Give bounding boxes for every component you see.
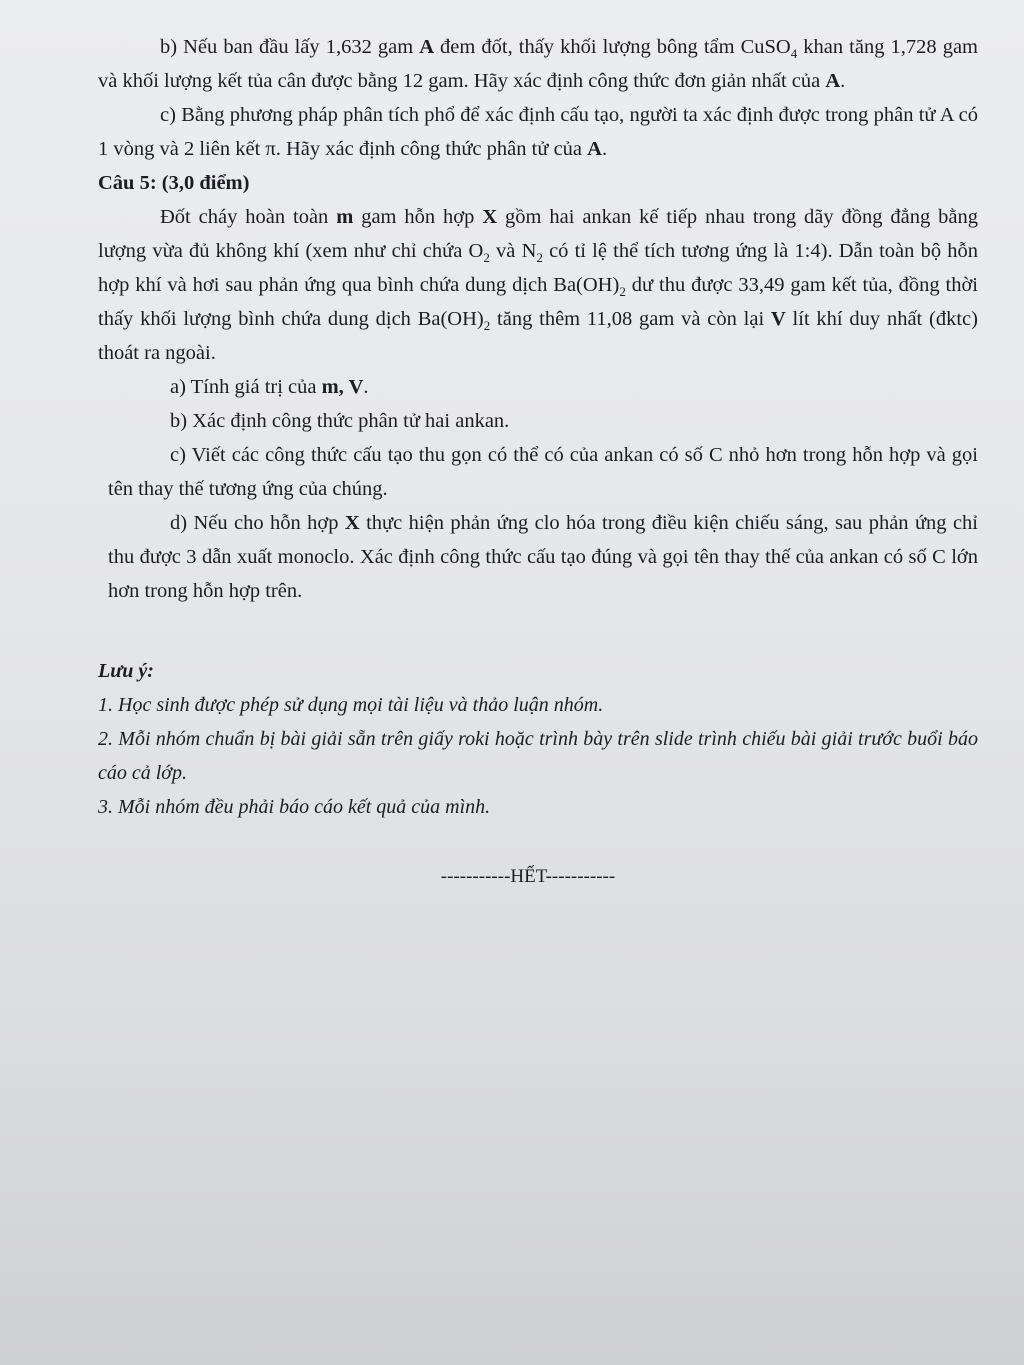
question5-heading: Câu 5: (3,0 điểm) xyxy=(98,172,250,194)
notes-title: Lưu ý: xyxy=(98,660,154,682)
note-item: 3. Mỗi nhóm đều phải báo cáo kết quả của mình. xyxy=(98,796,491,818)
end-marker: -----------HẾT----------- xyxy=(440,866,616,887)
question4-part-b: b) Nếu ban đầu lấy 1,632 gam A đem đốt, thấy khối lượng bông tẩm CuSO$_4$ khan tăng 1,728 gam và khối lượng kết tủa cân được bằng 12 gam. Hãy xác định công thức đơn giản nhất của A. xyxy=(98,36,978,92)
note-item: 2. Mỗi nhóm chuẩn bị bài giải sẵn trên giấy roki hoặc trình bày trên slide trình chiếu bài giải trước buổi báo cáo cả lớp. xyxy=(98,728,978,784)
question5-part-b: b) Xác định công thức phân tử hai ankan. xyxy=(170,410,510,432)
question5-part-c: c) Viết các công thức cấu tạo thu gọn có thể có của ankan có số C nhỏ hơn trong hỗn hợp và gọi tên thay thế tương ứng của chúng. xyxy=(108,444,978,500)
exam-page xyxy=(98,30,978,894)
question5-part-d: d) Nếu cho hỗn hợp X thực hiện phản ứng clo hóa trong điều kiện chiếu sáng, sau phản ứng chỉ thu được 3 dẫn xuất monoclo. Xác định công thức cấu tạo đúng và gọi tên thay thế của ankan có số C lớn hơn trong hỗn hợp trên. xyxy=(108,512,978,602)
note-item: 1. Học sinh được phép sử dụng mọi tài liệu và thảo luận nhóm. xyxy=(98,694,604,716)
question4-part-c: c) Bằng phương pháp phân tích phổ để xác định cấu tạo, người ta xác định được trong phân tử A có 1 vòng và 2 liên kết π. Hãy xác định công thức phân tử của A. xyxy=(98,104,978,160)
question5-part-a: a) Tính giá trị của m, V. xyxy=(170,376,369,398)
question5-intro: Đốt cháy hoàn toàn m gam hỗn hợp X gồm hai ankan kế tiếp nhau trong dãy đồng đẳng bằng lượng vừa đủ không khí (xem như chỉ chứa $O_2$ và $N_2$ có tỉ lệ thể tích tương ứng là 1:4). Dẫn toàn bộ hỗn hợp khí và hơi sau phản ứng qua bình chứa dung dịch $Ba(OH)_2$ dư thu được 33,49 gam kết tủa, đồng thời thấy khối lượng bình chứa dung dịch $Ba(OH)_2$ tăng thêm 11,08 gam và còn lại V lít khí duy nhất (đktc) thoát ra ngoài. xyxy=(98,206,979,364)
part-label: b) xyxy=(160,36,178,58)
notes-section xyxy=(98,654,978,824)
part-label: c) xyxy=(160,104,176,126)
